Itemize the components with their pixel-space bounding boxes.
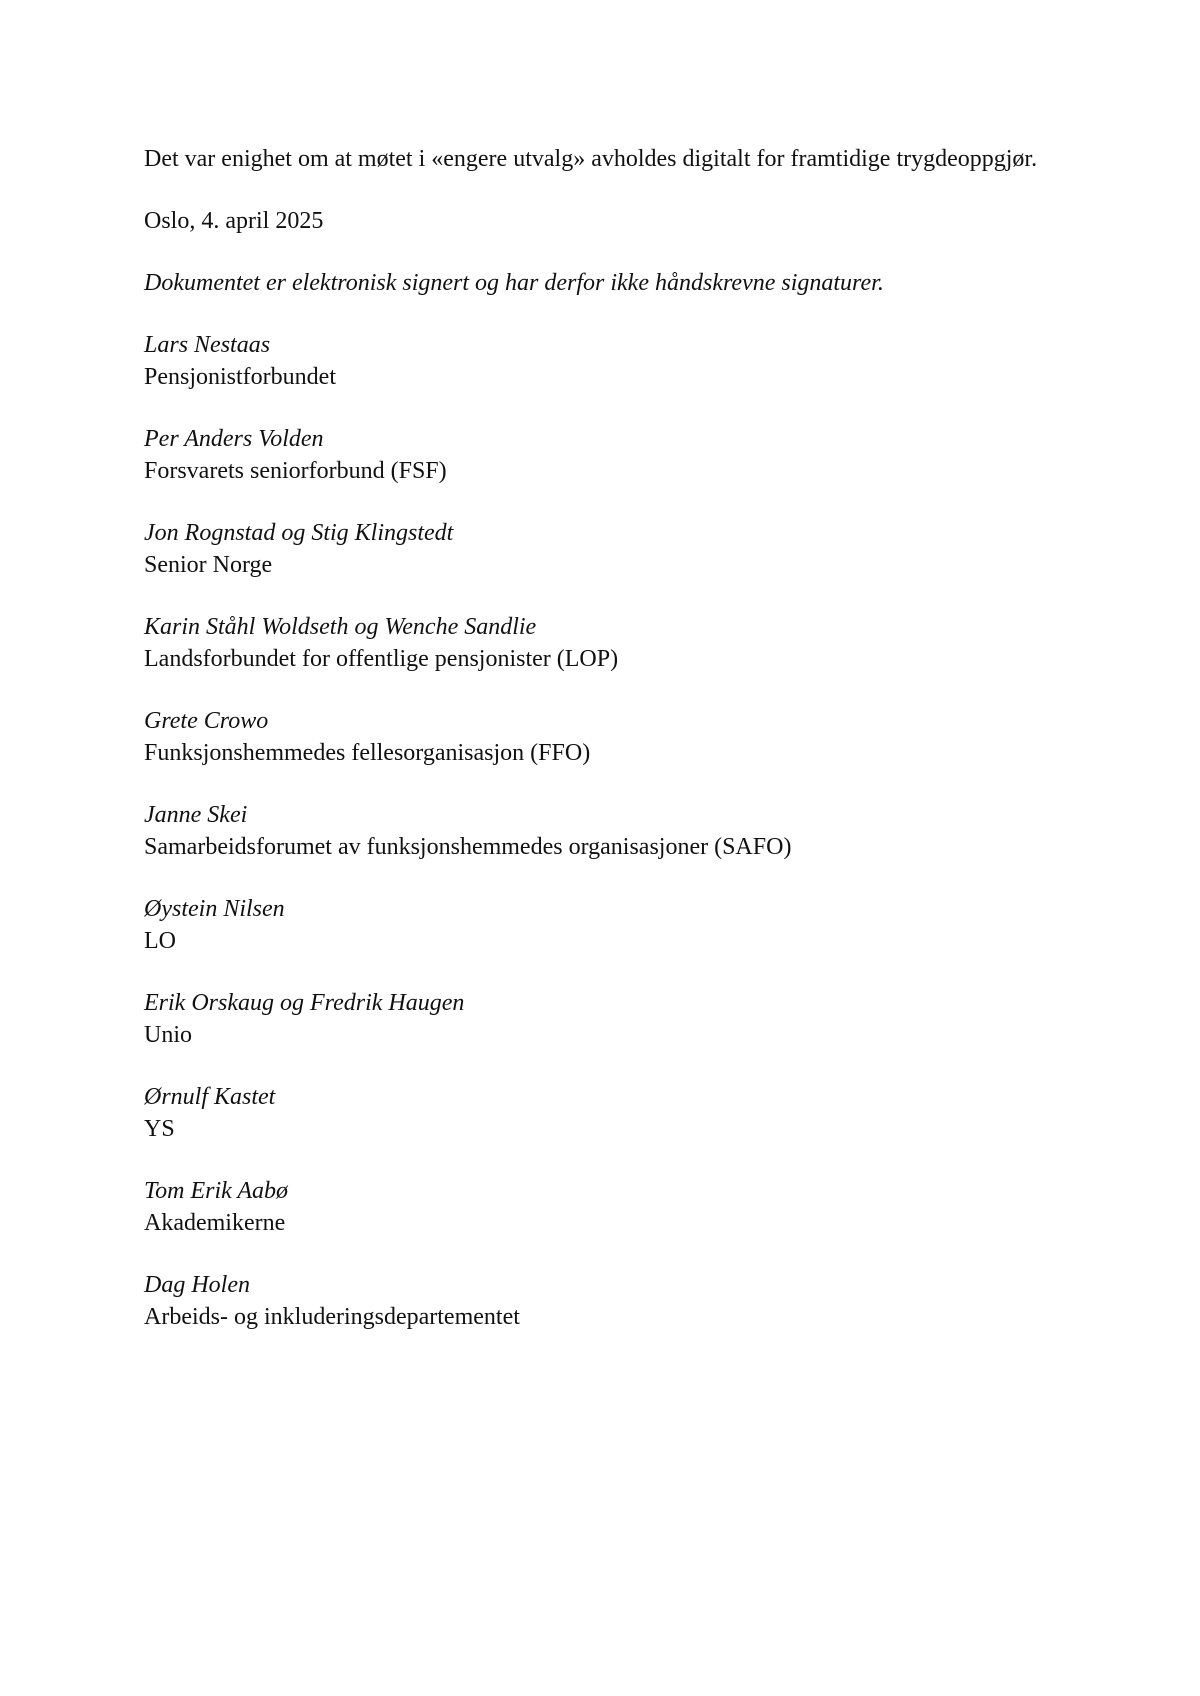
signatory-list bbox=[144, 329, 1064, 1333]
signatory-name: Grete Crowo bbox=[144, 708, 269, 734]
signatory-organization: Samarbeidsforumet av funksjonshemmedes organisasjoner (SAFO) bbox=[144, 834, 792, 860]
signatory-name: Per Anders Volden bbox=[144, 426, 324, 452]
signatory-block bbox=[144, 705, 1064, 769]
place-date: Oslo, 4. april 2025 bbox=[144, 208, 324, 234]
signatory-block bbox=[144, 987, 1064, 1051]
signatory-block bbox=[144, 1081, 1064, 1145]
signatory-block bbox=[144, 1269, 1064, 1333]
signatory-block bbox=[144, 893, 1064, 957]
signature-note: Dokumentet er elektronisk signert og har derfor ikke håndskrevne signaturer. bbox=[144, 270, 884, 296]
signatory-name: Øystein Nilsen bbox=[144, 896, 285, 922]
signatory-block bbox=[144, 329, 1064, 393]
signatory-organization: Arbeids- og inkluderingsdepartementet bbox=[144, 1304, 520, 1330]
signatory-block bbox=[144, 799, 1064, 863]
signatory-organization: Unio bbox=[144, 1022, 192, 1048]
signatory-name: Janne Skei bbox=[144, 802, 248, 828]
signatory-organization: Pensjonistforbundet bbox=[144, 364, 336, 390]
signatory-name: Erik Orskaug og Fredrik Haugen bbox=[144, 990, 465, 1016]
signatory-organization: Senior Norge bbox=[144, 552, 273, 578]
signatory-name: Lars Nestaas bbox=[144, 332, 271, 358]
signatory-block bbox=[144, 423, 1064, 487]
signatory-organization: LO bbox=[144, 928, 176, 954]
signatory-block bbox=[144, 1175, 1064, 1239]
signatory-organization: Forsvarets seniorforbund (FSF) bbox=[144, 458, 447, 484]
signatory-organization: Funksjonshemmedes fellesorganisasjon (FFO) bbox=[144, 740, 591, 766]
signatory-block bbox=[144, 611, 1064, 675]
signatory-name: Dag Holen bbox=[144, 1272, 250, 1298]
signatory-organization: Akademikerne bbox=[144, 1210, 286, 1236]
signatory-block bbox=[144, 517, 1064, 581]
signatory-organization: YS bbox=[144, 1116, 175, 1142]
intro-paragraph: Det var enighet om at møtet i «engere utvalg» avholdes digitalt for framtidige trygdeoppgjør. bbox=[144, 146, 1038, 172]
signatory-organization: Landsforbundet for offentlige pensjonister (LOP) bbox=[144, 646, 619, 672]
signatory-name: Ørnulf Kastet bbox=[144, 1084, 276, 1110]
signatory-name: Jon Rognstad og Stig Klingstedt bbox=[144, 520, 454, 546]
signatory-name: Tom Erik Aabø bbox=[144, 1178, 289, 1204]
signatory-name: Karin Ståhl Woldseth og Wenche Sandlie bbox=[144, 614, 537, 640]
document-page bbox=[144, 143, 1064, 1333]
